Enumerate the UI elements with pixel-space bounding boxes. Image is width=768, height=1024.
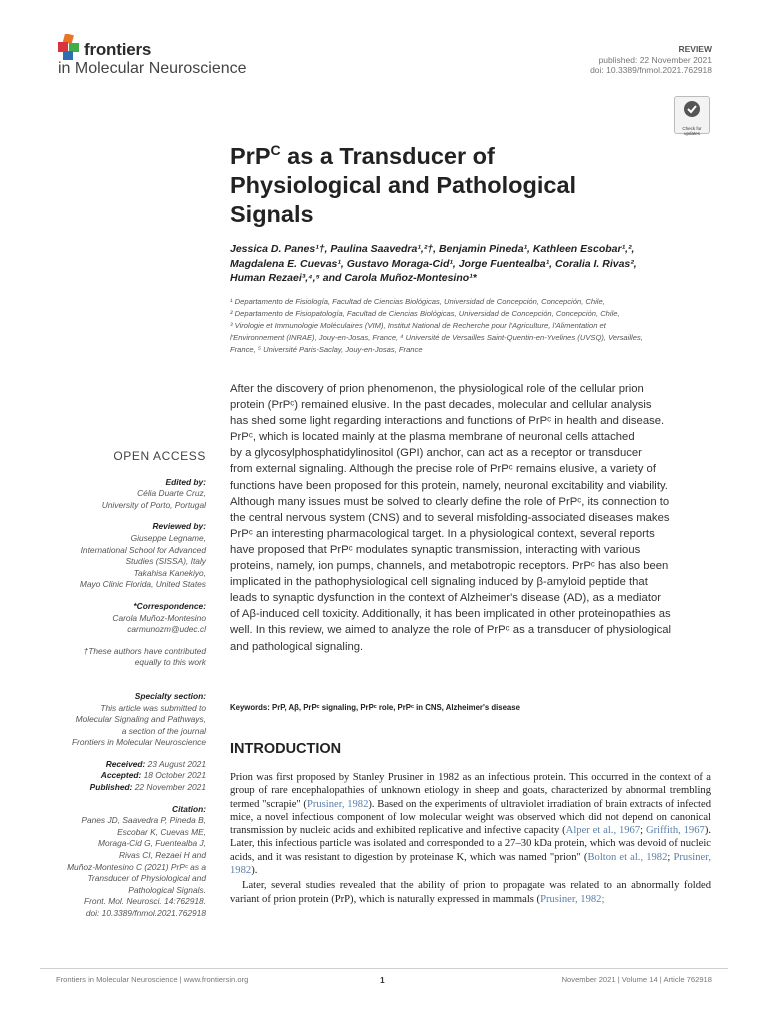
citation-link[interactable]: Bolton et al., 1982	[587, 851, 668, 863]
affiliations: ¹ Departamento de Fisiología, Facultad de Ciencias Biológicas, Universidad de Concepción, Concepción, Chile, ² Departamento de Fisiopatología, Facultad de Ciencias Biológicas, Universidad de Concepción, Concepción, Chile, ³ Virologie et Immunologie Moléculaires (VIM), Institut National de Recherche pour l'Agriculture, l'Alimentation et l'Environnement (INRAE), Jouy-en-Josas, France, ⁴ Université de Versailles Saint-Quentin-en-Yvelines (UVSQ), Versailles, France, ⁵ Université Paris-Saclay, Jouy-en-Josas, France	[230, 297, 643, 354]
journal-name: in Molecular Neuroscience	[58, 60, 247, 77]
footer-divider	[40, 968, 728, 969]
intro-paragraph: Later, several studies revealed that the ability of prion to propagate was related to an abnormally folded variant of prion protein (PrP), which is naturally expressed in mammals (Prusiner, 1982;	[230, 880, 711, 905]
reviewed-by: Reviewed by: Giuseppe Legname, International School for Advanced Studies (SISSA), Italy Takahisa Kanekiyo, Mayo Clinic Florida, United States	[79, 521, 206, 590]
edited-by: Edited by: Célia Duarte Cruz, University of Porto, Portugal	[101, 476, 206, 510]
frontiers-logo-icon	[58, 34, 80, 60]
email-link[interactable]: carmunozm@udec.cl	[127, 624, 206, 635]
check-for-updates-badge[interactable]	[674, 96, 710, 134]
author-list: Jessica D. Panes¹†, Paulina Saavedra¹,²†, Benjamin Pineda¹, Kathleen Escobar¹,², Magdalena E. Cuevas¹, Gustavo Moraga-Cid¹, Jorge Fuentealba¹, Coralia I. Rivas², Human Rezaei³,⁴,⁵ and Carola Muñoz-Montesino¹*	[230, 243, 637, 284]
abstract: After the discovery of prion phenomenon, the physiological role of the cellular prion protein (PrPᶜ) remained elusive. In the past decades, molecular and cellular analysis has shed some light regarding interactions and functions of PrPᶜ in health and disease. PrPᶜ, which is located mainly at the plasma membrane of neuronal cells attached by a glycosylphosphatidylinositol (GPI) anchor, can act as a receptor or transducer from external signaling. Although the precise role of PrPᶜ remains elusive, a variety of functions have been proposed for this protein, namely, neuronal excitability and viability. Although many issues must be solved to clearly define the role of PrPᶜ, its connection to the central nervous system (CNS) and to several misfolding-associated diseases makes PrPᶜ an interesting pharmacological target. In a physiological context, several reports have proposed that PrPᶜ modulates synaptic transmission, interacting with various proteins, namely, ion pumps, channels, and metabotropic receptors. PrPᶜ has also been implicated in the pathophysiological cell signaling induced by β-amyloid peptide that leads to synaptic dysfunction in the context of Alzheimer's disease (AD), as a mediator of Aβ-induced cell toxicity. Additionally, it has been implicated in other proteinopathies as well. In this review, we aimed to analyze the role of PrPᶜ as a transducer of physiological and pathological signaling.	[230, 383, 672, 653]
footer-journal-link[interactable]: Frontiers in Molecular Neuroscience | www.frontiersin.org	[56, 975, 249, 984]
citation: Citation: Panes JD, Saavedra P, Pineda B, Escobar K, Cuevas ME, Moraga-Cid G, Fuentealba J, Rivas CI, Rezaei H and Muñoz-Montesino C (2021) PrPᶜ as a Transducer of Physiological and Pathological Signals. Front. Mol. Neurosci. 14:762918. doi: 10.3389/fnmol.2021.762918	[67, 803, 206, 918]
citation-link[interactable]: Griffith, 1967	[645, 825, 705, 837]
article-meta	[590, 44, 712, 76]
citation-link[interactable]: Prusiner, 1982	[230, 851, 711, 877]
page-number: 1	[380, 975, 385, 985]
article-sidebar	[56, 451, 206, 930]
section-heading: INTRODUCTION	[230, 741, 342, 757]
citation-link[interactable]: Prusiner, 1982	[306, 798, 369, 810]
introduction-body	[230, 771, 711, 906]
intro-paragraph: Prion was first proposed by Stanley Prusiner in 1982 as an infectious protein. This occurred in the context of a group of rare encephalopathies of unknown etiology in sheep and goats, characterized by abnormal trembling termed "scrapie" (Prusiner, 1982). Based on the experiments of ultraviolet irradiation of brain extracts of infected mice, a novel infectious component of low molecular weight was observed which did not depend on canonical transmission by nucleic acids and exhibited replicative and infective capacity (Alper et al., 1967; Griffith, 1967). Later, this infectious particle was isolated and corresponded to a 27–30 kDa protein, which was devoid of nucleic acids, and it was resistant to digestion by proteinase K, which was named "prion" (Bolton et al., 1982; Prusiner, 1982).	[230, 772, 712, 877]
keywords: Keywords: PrP, Aβ, PrPᶜ signaling, PrPᶜ role, PrPᶜ in CNS, Alzheimer's disease	[230, 703, 520, 712]
published-date: published: 22 November 2021	[598, 54, 712, 65]
citation-link[interactable]: Prusiner, 1982;	[540, 893, 605, 905]
citation-link[interactable]: Alper et al., 1967	[565, 825, 641, 837]
update-icon	[675, 97, 709, 121]
footer-issue-info: November 2021 | Volume 14 | Article 762918	[561, 975, 712, 984]
check-badge-label: Check for updates	[682, 126, 702, 136]
article-title: PrP$^C$ as a Transducer of Physiological and Pathological Signals	[230, 142, 577, 227]
dates: Received: 23 August 2021 Accepted: 18 October 2021 Published: 22 November 2021	[89, 758, 206, 793]
equal-contribution-note: †These authors have contributed equally to this work	[83, 645, 206, 668]
correspondence: *Correspondence: Carola Muñoz-Montesino carmunozm@udec.cl	[56, 601, 206, 636]
article-type: REVIEW	[678, 44, 712, 54]
doi-link[interactable]: doi: 10.3389/fnmol.2021.762918	[590, 65, 712, 75]
brand-name: frontiers	[84, 40, 152, 59]
specialty-section: Specialty section: This article was submitted to Molecular Signaling and Pathways, a section of the journal Frontiers in Molecular Neuroscience	[71, 690, 206, 748]
open-access-label: OPEN ACCESS	[113, 449, 206, 463]
